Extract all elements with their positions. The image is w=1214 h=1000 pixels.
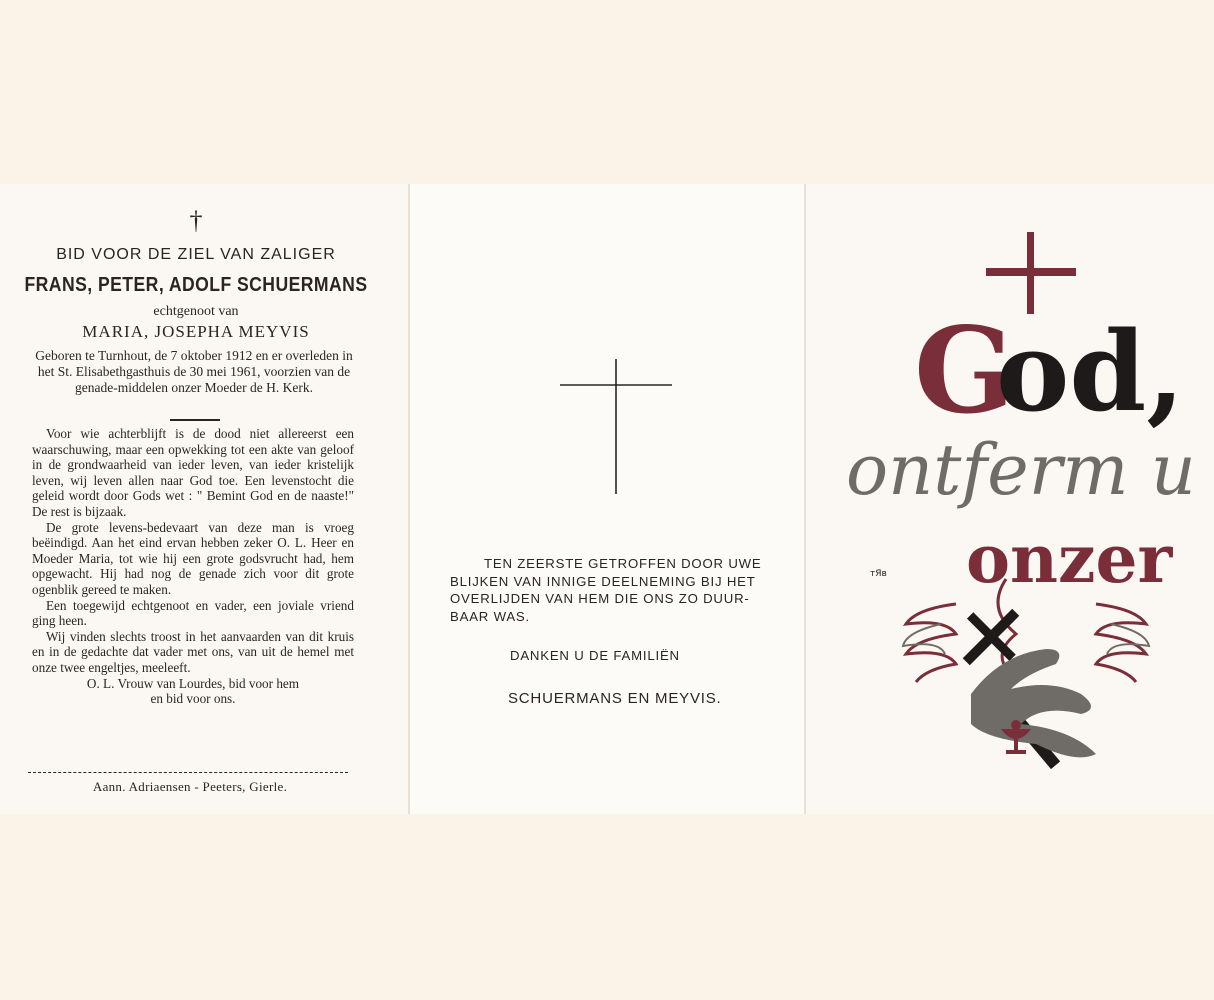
thanks-line: BLIJKEN VAN INNIGE DEELNEMING BIJ HET bbox=[450, 573, 756, 589]
prayer-line: O. L. Vrouw van Lourdes, bid voor hem bbox=[86, 675, 300, 691]
paragraph: Voor wie achterblijft is de dood niet allereerst een waarschuwing, maar een opwekking tot een akte van geloof in de grondwaarheid van ieder leven, van ieder kristelijk leven, wij leven allen naar God toe. Een levenstocht die geleid wordt door Gods wet : " Bemint God en de naaste!" De rest is bijzaak. bbox=[32, 426, 354, 519]
paragraph: Wij vinden slechts troost in het aanvaarden van dit kruis en in de gedachte dat vader met ons, van uit de hemel met onze twee engeltjes, meeleeft. bbox=[32, 628, 354, 675]
thanks-text bbox=[450, 555, 790, 625]
printer-credit: Aann. Adriaensen - Peeters, Gierle. bbox=[92, 779, 288, 794]
deceased-name: FRANS, PETER, ADOLF SCHUERMANS bbox=[24, 274, 368, 296]
artist-mark: тЯв bbox=[870, 569, 887, 579]
thanks-line: BAAR WAS. bbox=[450, 608, 530, 624]
calligraphy-artwork bbox=[806, 184, 1214, 814]
word-onzer: onzer bbox=[966, 520, 1173, 598]
praying-hands-icon bbox=[971, 649, 1096, 757]
cross-icon bbox=[560, 359, 672, 494]
left-panel bbox=[0, 184, 410, 814]
birth-death-text: Geboren te Turnhout, de 7 oktober 1912 en er overleden in het St. Elisabethgasthuis de 30 mei 1961, voorzien van de genade-middelen onzer Moeder de H. Kerk. bbox=[35, 348, 353, 395]
dashed-divider bbox=[28, 772, 348, 773]
middle-panel bbox=[410, 184, 806, 814]
memorial-card bbox=[0, 184, 1214, 814]
word-ontferm: ontferm u bbox=[846, 429, 1196, 511]
thanks-line: TEN ZEERSTE GETROFFEN DOOR UWE bbox=[484, 556, 762, 571]
prayer-heading: BID VOOR DE ZIEL VAN ZALIGER bbox=[56, 246, 336, 263]
right-panel bbox=[806, 184, 1214, 814]
thanks-closing: DANKEN U DE FAMILIËN bbox=[510, 648, 680, 663]
memorial-text bbox=[32, 426, 354, 707]
paragraph: De grote levens-bedevaart van deze man is vroeg beëindigd. Aan het eind ervan hebben zeker O. L. Heer en Moeder Maria, tot wie hij een grote godsvrucht had, hem opgewacht. Hij had nog de genade zich voor dit grote ogenblik gereed te maken. bbox=[32, 519, 354, 597]
family-names: SCHUERMANS EN MEYVIS. bbox=[508, 690, 722, 707]
word-god-rest: od, bbox=[996, 307, 1185, 436]
spouse-label: echtgenoot van bbox=[153, 304, 239, 319]
thanks-line: OVERLIJDEN VAN HEM DIE ONS ZO DUUR- bbox=[450, 591, 750, 606]
spouse-name: MARIA, JOSEPHA MEYVIS bbox=[82, 322, 310, 341]
word-god-letter-g: G bbox=[914, 301, 1015, 440]
divider bbox=[170, 419, 220, 421]
paragraph: Een toegewijd echtgenoot en vader, een joviale vriend ging heen. bbox=[32, 597, 354, 629]
small-cross-icon: † bbox=[189, 206, 203, 235]
prayer-line: en bid voor ons. bbox=[150, 691, 236, 707]
